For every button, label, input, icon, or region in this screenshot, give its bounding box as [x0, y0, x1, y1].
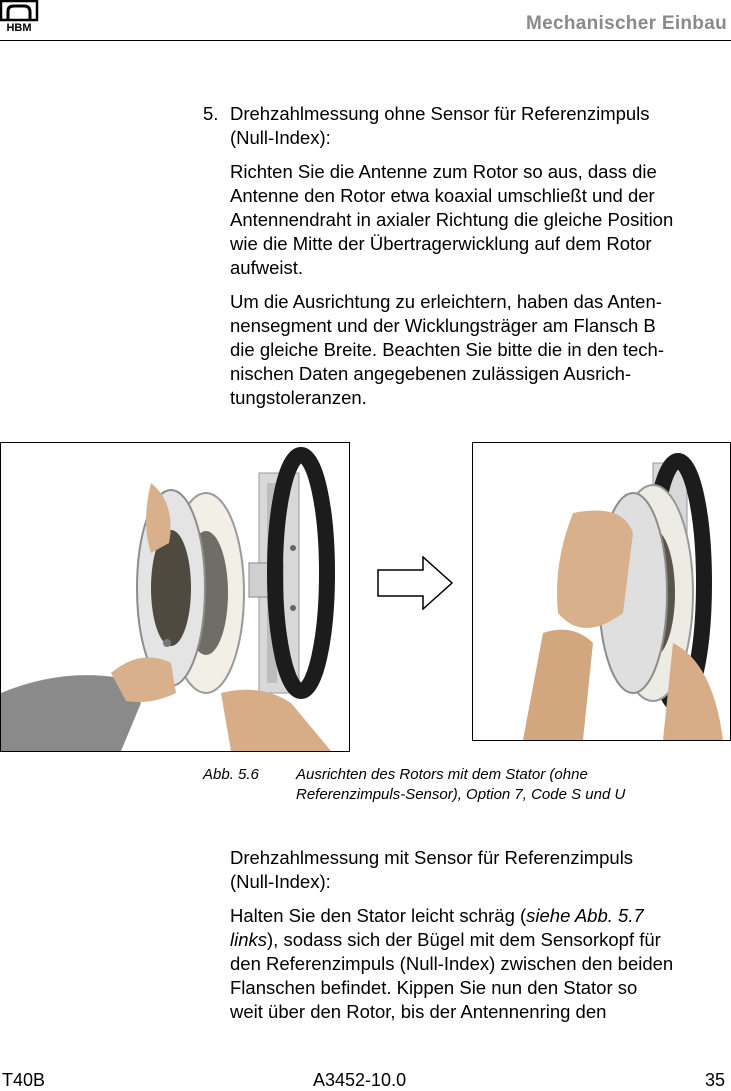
cross-reference-link[interactable]: siehe Abb. 5.7 — [526, 905, 644, 926]
figure-caption-text: Ausrichten des Rotors mit dem Stator (ohne Referenzimpuls-Sensor), Option 7, Code S und U — [296, 766, 626, 803]
aligned-illustration — [473, 443, 730, 740]
step-body — [230, 102, 730, 420]
footer-page-number: 35 — [704, 1070, 725, 1090]
header-divider — [0, 40, 731, 41]
photo-rotor-stator-aligned — [472, 442, 731, 741]
cross-reference-link-cont[interactable]: links — [230, 929, 268, 950]
step-heading: Drehzahlmessung ohne Sensor für Referenzimpuls (Null-Index): — [230, 103, 650, 148]
step-paragraph-1: Richten Sie die Antenne zum Rotor so aus, dass die Antenne den Rotor etwa koaxial umschließt und der Antennendraht in axialer Richtung die gleiche Position wie die Mitte der Übertragerwicklung auf dem Rotor aufweist. — [230, 161, 674, 278]
step-paragraph-2: Um die Ausrichtung zu erleichtern, haben das Anten- nensegment und der Wicklungsträger am Flansch B die gleiche Breite. Beachten Sie bitte die in den tech- nischen Daten angegebenen zulässigen Ausrich- tungstoleranzen. — [230, 291, 665, 408]
header-title: Mechanischer Einbau — [525, 13, 727, 34]
section-paragraph: Halten Sie den Stator leicht schräg (siehe Abb. 5.7 links), sodass sich der Bügel mit dem Sensorkopf für den Referenzimpuls (Null-Index) zwischen den beiden Flanschen befindet. Kippen Sie nun den Stator so weit über den Rotor, bis der Antennenring den — [230, 905, 674, 1022]
section-heading: Drehzahlmessung mit Sensor für Referenzimpuls (Null-Index): — [230, 847, 634, 892]
direction-arrow-icon — [377, 556, 453, 610]
hbm-logo — [0, 0, 40, 33]
footer-doc-number: A3452-10.0 — [313, 1070, 407, 1090]
step-number: 5. — [203, 103, 219, 124]
sensor-section — [230, 846, 731, 1034]
rotor-stator-illustration — [1, 443, 349, 751]
logo-text: HBM — [6, 22, 32, 33]
footer-doc-name: T40B — [2, 1070, 46, 1090]
photo-rotor-stator-apart — [0, 442, 350, 752]
figure-label: Abb. 5.6 — [203, 766, 259, 783]
